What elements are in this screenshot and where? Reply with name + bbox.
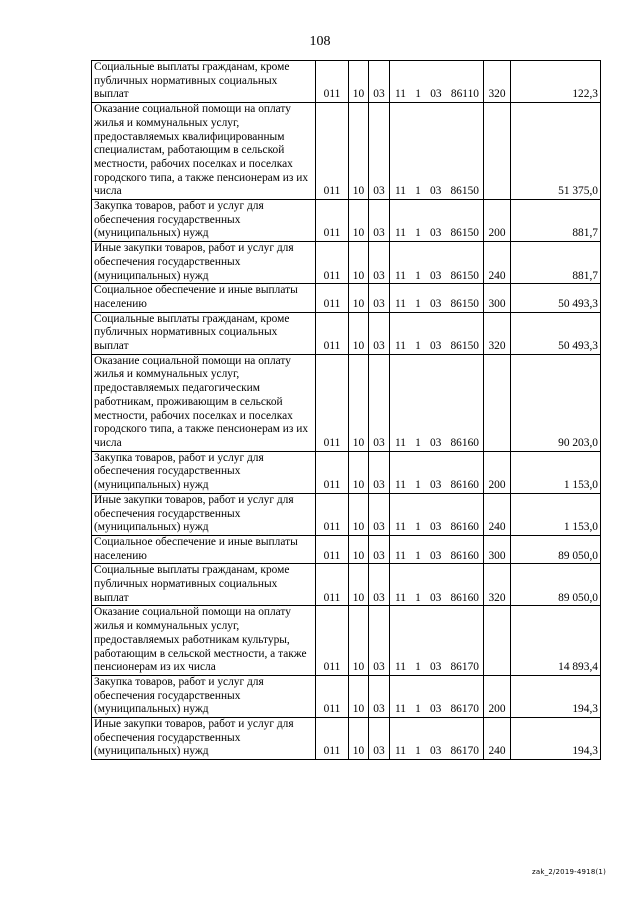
code-subprogram: 1 <box>415 479 421 492</box>
table-row <box>92 675 601 717</box>
row-grbs: 011 <box>316 675 349 717</box>
row-expense-type: 300 <box>484 284 511 312</box>
code-subprogram: 1 <box>415 88 421 101</box>
code-program: 11 <box>395 340 406 353</box>
table-row <box>92 535 601 563</box>
row-subsection: 03 <box>369 493 390 535</box>
table-row <box>92 564 601 606</box>
row-name: Социальные выплаты гражданам, кроме публичных нормативных социальных выплат <box>92 564 316 606</box>
code-event: 03 <box>430 88 442 101</box>
budget-table <box>91 60 601 760</box>
code-program: 11 <box>395 436 406 449</box>
code-subprogram: 1 <box>415 745 421 758</box>
code-direction: 86150 <box>450 227 479 240</box>
table-row <box>92 284 601 312</box>
row-expense-type: 240 <box>484 242 511 284</box>
row-target-article <box>390 354 484 451</box>
row-grbs: 011 <box>316 242 349 284</box>
row-grbs: 011 <box>316 718 349 760</box>
document-code: zak_2/2019-4918(1) <box>532 868 606 876</box>
row-section: 10 <box>349 606 369 676</box>
code-program: 11 <box>395 269 406 282</box>
code-event: 03 <box>429 227 442 240</box>
row-section: 10 <box>349 675 369 717</box>
code-direction: 86170 <box>450 703 479 716</box>
code-event: 03 <box>429 591 442 604</box>
code-subprogram: 1 <box>415 549 421 562</box>
code-direction: 86160 <box>450 436 479 449</box>
row-section: 10 <box>349 284 369 312</box>
code-event: 03 <box>429 661 442 674</box>
row-section: 10 <box>349 718 369 760</box>
code-direction: 86160 <box>450 549 479 562</box>
code-direction: 86150 <box>450 340 479 353</box>
code-event: 03 <box>429 340 442 353</box>
table-row <box>92 354 601 451</box>
row-section: 10 <box>349 354 369 451</box>
code-direction: 86160 <box>450 521 479 534</box>
row-sum: 1 153,0 <box>511 451 601 493</box>
table-row <box>92 103 601 200</box>
row-subsection: 03 <box>369 103 390 200</box>
code-event: 03 <box>429 745 442 758</box>
row-expense-type <box>484 103 511 200</box>
row-sum: 881,7 <box>511 242 601 284</box>
code-event: 03 <box>429 521 442 534</box>
row-section: 10 <box>349 312 369 354</box>
row-sum: 50 493,3 <box>511 284 601 312</box>
row-subsection: 03 <box>369 200 390 242</box>
row-expense-type: 320 <box>484 61 511 103</box>
row-grbs: 011 <box>316 200 349 242</box>
row-name: Закупка товаров, работ и услуг для обеспечения государственных (муниципальных) нужд <box>92 200 316 242</box>
table-row <box>92 718 601 760</box>
row-subsection: 03 <box>369 564 390 606</box>
row-grbs: 011 <box>316 535 349 563</box>
row-name: Социальное обеспечение и иные выплаты населению <box>92 284 316 312</box>
row-section: 10 <box>349 564 369 606</box>
code-event: 03 <box>429 297 442 310</box>
row-expense-type: 300 <box>484 535 511 563</box>
row-sum: 89 050,0 <box>511 564 601 606</box>
code-direction: 86150 <box>450 185 479 198</box>
row-sum: 194,3 <box>511 675 601 717</box>
page-number: 108 <box>309 34 331 49</box>
table-body <box>92 61 601 760</box>
row-section: 10 <box>349 493 369 535</box>
row-grbs: 011 <box>316 564 349 606</box>
row-sum: 1 153,0 <box>511 493 601 535</box>
table-row <box>92 493 601 535</box>
row-name: Иные закупки товаров, работ и услуг для обеспечения государственных (муниципальных) нужд <box>92 718 316 760</box>
code-subprogram: 1 <box>415 185 421 198</box>
row-name: Социальные выплаты гражданам, кроме публичных нормативных социальных выплат <box>92 312 316 354</box>
code-direction: 86160 <box>450 479 479 492</box>
row-name: Социальные выплаты гражданам, кроме публичных нормативных социальных выплат <box>92 61 316 103</box>
code-subprogram: 1 <box>415 436 421 449</box>
row-target-article <box>390 606 484 676</box>
code-program: 11 <box>395 661 406 674</box>
row-expense-type: 320 <box>484 564 511 606</box>
row-subsection: 03 <box>369 535 390 563</box>
code-subprogram: 1 <box>415 591 421 604</box>
row-subsection: 03 <box>369 242 390 284</box>
table-row <box>92 312 601 354</box>
code-program: 11 <box>395 88 406 101</box>
row-target-article <box>390 493 484 535</box>
code-subprogram: 1 <box>415 340 421 353</box>
code-program: 11 <box>395 703 406 716</box>
row-section: 10 <box>349 103 369 200</box>
code-direction: 86170 <box>450 661 479 674</box>
row-expense-type: 200 <box>484 200 511 242</box>
row-name: Оказание социальной помощи на оплату жилья и коммунальных услуг, предоставляемых педагогическим работникам, проживающим в сельской местности, рабочих поселках и поселках городского типа, а также пенсионерам из их числа <box>92 354 316 451</box>
row-target-article <box>390 200 484 242</box>
row-section: 10 <box>349 535 369 563</box>
code-subprogram: 1 <box>415 297 421 310</box>
code-program: 11 <box>395 591 406 604</box>
code-program: 11 <box>395 185 406 198</box>
row-target-article <box>390 675 484 717</box>
row-target-article <box>390 535 484 563</box>
row-name: Социальное обеспечение и иные выплаты населению <box>92 535 316 563</box>
row-subsection: 03 <box>369 312 390 354</box>
row-name: Иные закупки товаров, работ и услуг для обеспечения государственных (муниципальных) нужд <box>92 493 316 535</box>
row-sum: 194,3 <box>511 718 601 760</box>
row-name: Оказание социальной помощи на оплату жилья и коммунальных услуг, предоставляемых квалифицированным специалистам, работающим в сельской местности, рабочих поселках и поселках городского типа, а также пенсионерам из их числа <box>92 103 316 200</box>
row-subsection: 03 <box>369 354 390 451</box>
row-expense-type: 320 <box>484 312 511 354</box>
row-subsection: 03 <box>369 718 390 760</box>
table-row <box>92 242 601 284</box>
row-expense-type: 200 <box>484 675 511 717</box>
row-expense-type <box>484 606 511 676</box>
row-target-article <box>390 312 484 354</box>
row-grbs: 011 <box>316 354 349 451</box>
row-sum: 881,7 <box>511 200 601 242</box>
row-sum: 90 203,0 <box>511 354 601 451</box>
table-row <box>92 606 601 676</box>
row-target-article <box>390 61 484 103</box>
row-grbs: 011 <box>316 284 349 312</box>
code-subprogram: 1 <box>415 269 421 282</box>
row-section: 10 <box>349 451 369 493</box>
code-direction: 86170 <box>450 745 479 758</box>
row-name: Закупка товаров, работ и услуг для обеспечения государственных (муниципальных) нужд <box>92 675 316 717</box>
row-sum: 14 893,4 <box>511 606 601 676</box>
row-sum: 51 375,0 <box>511 103 601 200</box>
row-grbs: 011 <box>316 451 349 493</box>
row-subsection: 03 <box>369 675 390 717</box>
row-sum: 122,3 <box>511 61 601 103</box>
row-target-article <box>390 242 484 284</box>
row-grbs: 011 <box>316 312 349 354</box>
row-target-article <box>390 451 484 493</box>
row-target-article <box>390 564 484 606</box>
code-subprogram: 1 <box>415 661 421 674</box>
code-subprogram: 1 <box>415 703 421 716</box>
row-expense-type <box>484 354 511 451</box>
row-section: 10 <box>349 242 369 284</box>
code-event: 03 <box>429 269 442 282</box>
code-program: 11 <box>395 227 406 240</box>
row-section: 10 <box>349 200 369 242</box>
table-row <box>92 61 601 103</box>
code-program: 11 <box>395 297 406 310</box>
row-grbs: 011 <box>316 103 349 200</box>
row-subsection: 03 <box>369 61 390 103</box>
row-expense-type: 240 <box>484 493 511 535</box>
row-name: Иные закупки товаров, работ и услуг для обеспечения государственных (муниципальных) нужд <box>92 242 316 284</box>
code-program: 11 <box>395 521 406 534</box>
row-section: 10 <box>349 61 369 103</box>
row-expense-type: 200 <box>484 451 511 493</box>
code-program: 11 <box>395 549 406 562</box>
row-target-article <box>390 103 484 200</box>
row-expense-type: 240 <box>484 718 511 760</box>
row-sum: 50 493,3 <box>511 312 601 354</box>
row-target-article <box>390 284 484 312</box>
code-direction: 86110 <box>450 88 479 101</box>
code-subprogram: 1 <box>415 227 421 240</box>
row-subsection: 03 <box>369 284 390 312</box>
row-grbs: 011 <box>316 493 349 535</box>
row-target-article <box>390 718 484 760</box>
code-event: 03 <box>429 549 442 562</box>
code-event: 03 <box>429 436 442 449</box>
table-row <box>92 451 601 493</box>
row-subsection: 03 <box>369 606 390 676</box>
row-name: Закупка товаров, работ и услуг для обеспечения государственных (муниципальных) нужд <box>92 451 316 493</box>
row-sum: 89 050,0 <box>511 535 601 563</box>
code-event: 03 <box>429 479 442 492</box>
code-program: 11 <box>395 479 406 492</box>
row-subsection: 03 <box>369 451 390 493</box>
row-grbs: 011 <box>316 61 349 103</box>
code-direction: 86150 <box>450 297 479 310</box>
code-direction: 86150 <box>450 269 479 282</box>
row-name: Оказание социальной помощи на оплату жилья и коммунальных услуг, предоставляемых работникам культуры, работающим в сельской местности, а также пенсионерам из их числа <box>92 606 316 676</box>
code-direction: 86160 <box>450 591 479 604</box>
table-row <box>92 200 601 242</box>
row-grbs: 011 <box>316 606 349 676</box>
code-subprogram: 1 <box>415 521 421 534</box>
code-event: 03 <box>429 185 442 198</box>
code-event: 03 <box>429 703 442 716</box>
code-program: 11 <box>395 745 406 758</box>
